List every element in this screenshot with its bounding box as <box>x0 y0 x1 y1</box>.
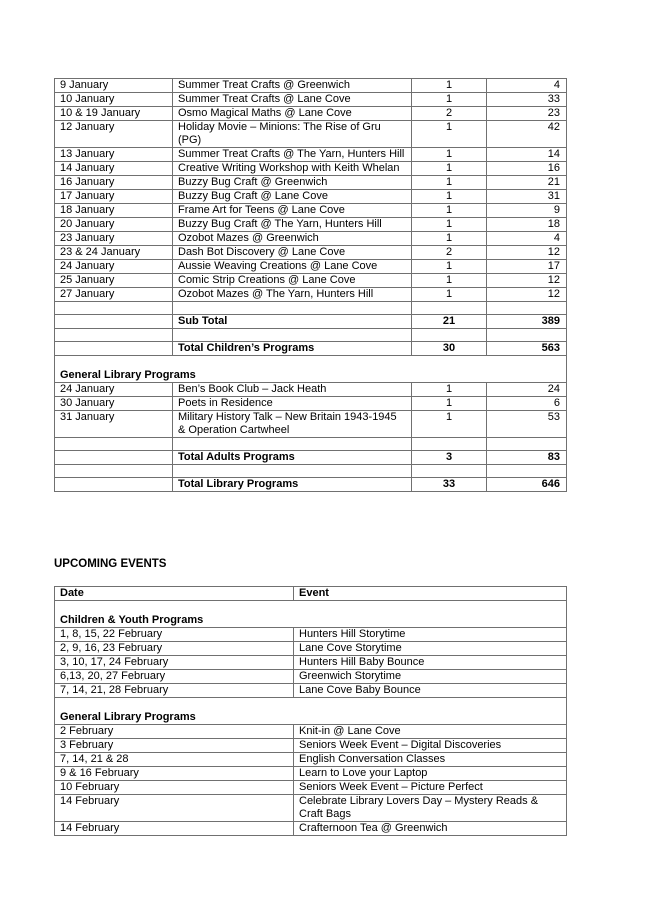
program-sessions: 2 <box>412 107 487 121</box>
upcoming-date: 1, 8, 15, 22 February <box>55 628 294 642</box>
program-date: 9 January <box>55 79 173 93</box>
program-date: 10 & 19 January <box>55 107 173 121</box>
programs-table <box>54 78 567 492</box>
program-date: 24 January <box>55 260 173 274</box>
program-attendance: 17 <box>487 260 567 274</box>
program-sessions: 1 <box>412 148 487 162</box>
upcoming-table-body <box>55 601 567 836</box>
total-children-row-sessions: 30 <box>412 342 487 356</box>
upcoming-header-row <box>55 587 567 601</box>
program-event: Buzzy Bug Craft @ The Yarn, Hunters Hill <box>173 218 412 232</box>
program-event: Dash Bot Discovery @ Lane Cove <box>173 246 412 260</box>
program-row <box>55 107 567 121</box>
total-children-row <box>55 342 567 356</box>
program-event: Buzzy Bug Craft @ Lane Cove <box>173 190 412 204</box>
upcoming-date: 14 February <box>55 822 294 836</box>
upcoming-row <box>55 642 567 656</box>
program-attendance: 6 <box>487 397 567 411</box>
program-sessions: 2 <box>412 246 487 260</box>
general-programs-heading: General Library Programs <box>55 356 567 383</box>
total-empty-cell <box>55 342 173 356</box>
program-date: 23 & 24 January <box>55 246 173 260</box>
empty-cell <box>412 329 487 342</box>
program-row <box>55 79 567 93</box>
program-row <box>55 218 567 232</box>
program-row <box>55 190 567 204</box>
total-library-row-attendance: 646 <box>487 478 567 492</box>
program-event: Aussie Weaving Creations @ Lane Cove <box>173 260 412 274</box>
program-event: Holiday Movie – Minions: The Rise of Gru (PG) <box>173 121 412 148</box>
upcoming-row <box>55 656 567 670</box>
empty-cell <box>487 302 567 315</box>
program-event: Osmo Magical Maths @ Lane Cove <box>173 107 412 121</box>
general-program-row <box>55 411 567 438</box>
upcoming-row <box>55 628 567 642</box>
upcoming-date: 3 February <box>55 739 294 753</box>
upcoming-row <box>55 739 567 753</box>
empty-cell <box>55 302 173 315</box>
total-adults-row-sessions: 3 <box>412 451 487 465</box>
program-sessions: 1 <box>412 397 487 411</box>
upcoming-date: 7, 14, 21 & 28 <box>55 753 294 767</box>
upcoming-date: 10 February <box>55 781 294 795</box>
upcoming-event: Hunters Hill Baby Bounce <box>294 656 567 670</box>
total-empty-cell <box>55 451 173 465</box>
spacer-row <box>55 438 567 451</box>
upcoming-event: Hunters Hill Storytime <box>294 628 567 642</box>
subtotal-row-sessions: 21 <box>412 315 487 329</box>
program-sessions: 1 <box>412 204 487 218</box>
upcoming-row <box>55 795 567 822</box>
total-empty-cell <box>55 315 173 329</box>
program-date: 25 January <box>55 274 173 288</box>
spacer-row <box>55 329 567 342</box>
general-program-row <box>55 383 567 397</box>
upcoming-date: 9 & 16 February <box>55 767 294 781</box>
program-row <box>55 93 567 107</box>
program-row <box>55 162 567 176</box>
empty-cell <box>412 438 487 451</box>
program-attendance: 12 <box>487 274 567 288</box>
program-date: 27 January <box>55 288 173 302</box>
spacer-row <box>55 465 567 478</box>
program-row <box>55 274 567 288</box>
upcoming-event: Celebrate Library Lovers Day – Mystery Reads & Craft Bags <box>294 795 567 822</box>
program-sessions: 1 <box>412 218 487 232</box>
program-date: 13 January <box>55 148 173 162</box>
children-programs-heading-label: Children & Youth Programs <box>55 601 567 628</box>
upcoming-events-table <box>54 586 567 836</box>
program-event: Creative Writing Workshop with Keith Whelan <box>173 162 412 176</box>
total-library-row <box>55 478 567 492</box>
program-row <box>55 246 567 260</box>
upcoming-event: Lane Cove Storytime <box>294 642 567 656</box>
program-event: Frame Art for Teens @ Lane Cove <box>173 204 412 218</box>
program-attendance: 24 <box>487 383 567 397</box>
program-attendance: 42 <box>487 121 567 148</box>
program-attendance: 12 <box>487 288 567 302</box>
program-attendance: 4 <box>487 232 567 246</box>
empty-cell <box>55 465 173 478</box>
upcoming-row <box>55 822 567 836</box>
spacer-row <box>55 302 567 315</box>
program-date: 10 January <box>55 93 173 107</box>
program-sessions: 1 <box>412 79 487 93</box>
upcoming-event: Crafternoon Tea @ Greenwich <box>294 822 567 836</box>
program-row <box>55 121 567 148</box>
upcoming-date: 14 February <box>55 795 294 822</box>
program-sessions: 1 <box>412 260 487 274</box>
total-library-row-label: Total Library Programs <box>173 478 412 492</box>
program-event: Ozobot Mazes @ The Yarn, Hunters Hill <box>173 288 412 302</box>
program-event: Poets in Residence <box>173 397 412 411</box>
program-date: 12 January <box>55 121 173 148</box>
program-attendance: 18 <box>487 218 567 232</box>
upcoming-row <box>55 670 567 684</box>
program-date: 16 January <box>55 176 173 190</box>
program-attendance: 14 <box>487 148 567 162</box>
upcoming-row <box>55 725 567 739</box>
general-programs-heading-row <box>55 356 567 383</box>
total-adults-row-label: Total Adults Programs <box>173 451 412 465</box>
empty-cell <box>173 302 412 315</box>
empty-cell <box>173 465 412 478</box>
upcoming-event: English Conversation Classes <box>294 753 567 767</box>
program-date: 14 January <box>55 162 173 176</box>
program-sessions: 1 <box>412 274 487 288</box>
program-event: Comic Strip Creations @ Lane Cove <box>173 274 412 288</box>
programs-table-body <box>55 79 567 492</box>
program-attendance: 31 <box>487 190 567 204</box>
program-row <box>55 148 567 162</box>
col-event-header: Event <box>294 587 567 601</box>
program-date: 24 January <box>55 383 173 397</box>
upcoming-row <box>55 684 567 698</box>
program-sessions: 1 <box>412 411 487 438</box>
total-children-row-label: Total Children’s Programs <box>173 342 412 356</box>
program-sessions: 1 <box>412 232 487 246</box>
program-sessions: 1 <box>412 162 487 176</box>
general-programs-upcoming-heading-label: General Library Programs <box>55 698 567 725</box>
program-row <box>55 232 567 246</box>
program-attendance: 4 <box>487 79 567 93</box>
program-attendance: 23 <box>487 107 567 121</box>
upcoming-date: 3, 10, 17, 24 February <box>55 656 294 670</box>
program-row <box>55 260 567 274</box>
empty-cell <box>173 438 412 451</box>
program-event: Ben’s Book Club – Jack Heath <box>173 383 412 397</box>
upcoming-date: 6,13, 20, 27 February <box>55 670 294 684</box>
upcoming-event: Seniors Week Event – Digital Discoveries <box>294 739 567 753</box>
subtotal-row-label: Sub Total <box>173 315 412 329</box>
upcoming-date: 2, 9, 16, 23 February <box>55 642 294 656</box>
total-library-row-sessions: 33 <box>412 478 487 492</box>
program-event: Ozobot Mazes @ Greenwich <box>173 232 412 246</box>
upcoming-event: Learn to Love your Laptop <box>294 767 567 781</box>
empty-cell <box>55 438 173 451</box>
total-empty-cell <box>55 478 173 492</box>
program-date: 20 January <box>55 218 173 232</box>
program-date: 30 January <box>55 397 173 411</box>
empty-cell <box>55 329 173 342</box>
program-date: 31 January <box>55 411 173 438</box>
upcoming-event: Greenwich Storytime <box>294 670 567 684</box>
upcoming-event: Seniors Week Event – Picture Perfect <box>294 781 567 795</box>
program-attendance: 53 <box>487 411 567 438</box>
program-sessions: 1 <box>412 176 487 190</box>
upcoming-row <box>55 753 567 767</box>
subtotal-row <box>55 315 567 329</box>
program-row <box>55 204 567 218</box>
general-program-row <box>55 397 567 411</box>
empty-cell <box>487 465 567 478</box>
program-event: Buzzy Bug Craft @ Greenwich <box>173 176 412 190</box>
col-date-header: Date <box>55 587 294 601</box>
program-date: 23 January <box>55 232 173 246</box>
program-attendance: 12 <box>487 246 567 260</box>
general-programs-upcoming-heading <box>55 698 567 725</box>
upcoming-date: 2 February <box>55 725 294 739</box>
subtotal-row-attendance: 389 <box>487 315 567 329</box>
program-attendance: 16 <box>487 162 567 176</box>
program-attendance: 33 <box>487 93 567 107</box>
program-attendance: 21 <box>487 176 567 190</box>
upcoming-row <box>55 767 567 781</box>
program-row <box>55 288 567 302</box>
total-adults-row <box>55 451 567 465</box>
program-event: Summer Treat Crafts @ Lane Cove <box>173 93 412 107</box>
empty-cell <box>487 438 567 451</box>
children-programs-heading <box>55 601 567 628</box>
program-sessions: 1 <box>412 93 487 107</box>
program-date: 18 January <box>55 204 173 218</box>
empty-cell <box>412 465 487 478</box>
program-date: 17 January <box>55 190 173 204</box>
upcoming-date: 7, 14, 21, 28 February <box>55 684 294 698</box>
empty-cell <box>487 329 567 342</box>
program-sessions: 1 <box>412 383 487 397</box>
program-event: Summer Treat Crafts @ The Yarn, Hunters Hill <box>173 148 412 162</box>
program-sessions: 1 <box>412 121 487 148</box>
program-sessions: 1 <box>412 190 487 204</box>
program-row <box>55 176 567 190</box>
empty-cell <box>412 302 487 315</box>
total-children-row-attendance: 563 <box>487 342 567 356</box>
upcoming-event: Lane Cove Baby Bounce <box>294 684 567 698</box>
upcoming-row <box>55 781 567 795</box>
empty-cell <box>173 329 412 342</box>
upcoming-events-heading: UPCOMING EVENTS <box>54 558 167 570</box>
upcoming-event: Knit-in @ Lane Cove <box>294 725 567 739</box>
program-event: Summer Treat Crafts @ Greenwich <box>173 79 412 93</box>
program-sessions: 1 <box>412 288 487 302</box>
total-adults-row-attendance: 83 <box>487 451 567 465</box>
program-event: Military History Talk – New Britain 1943-1945 & Operation Cartwheel <box>173 411 412 438</box>
program-attendance: 9 <box>487 204 567 218</box>
